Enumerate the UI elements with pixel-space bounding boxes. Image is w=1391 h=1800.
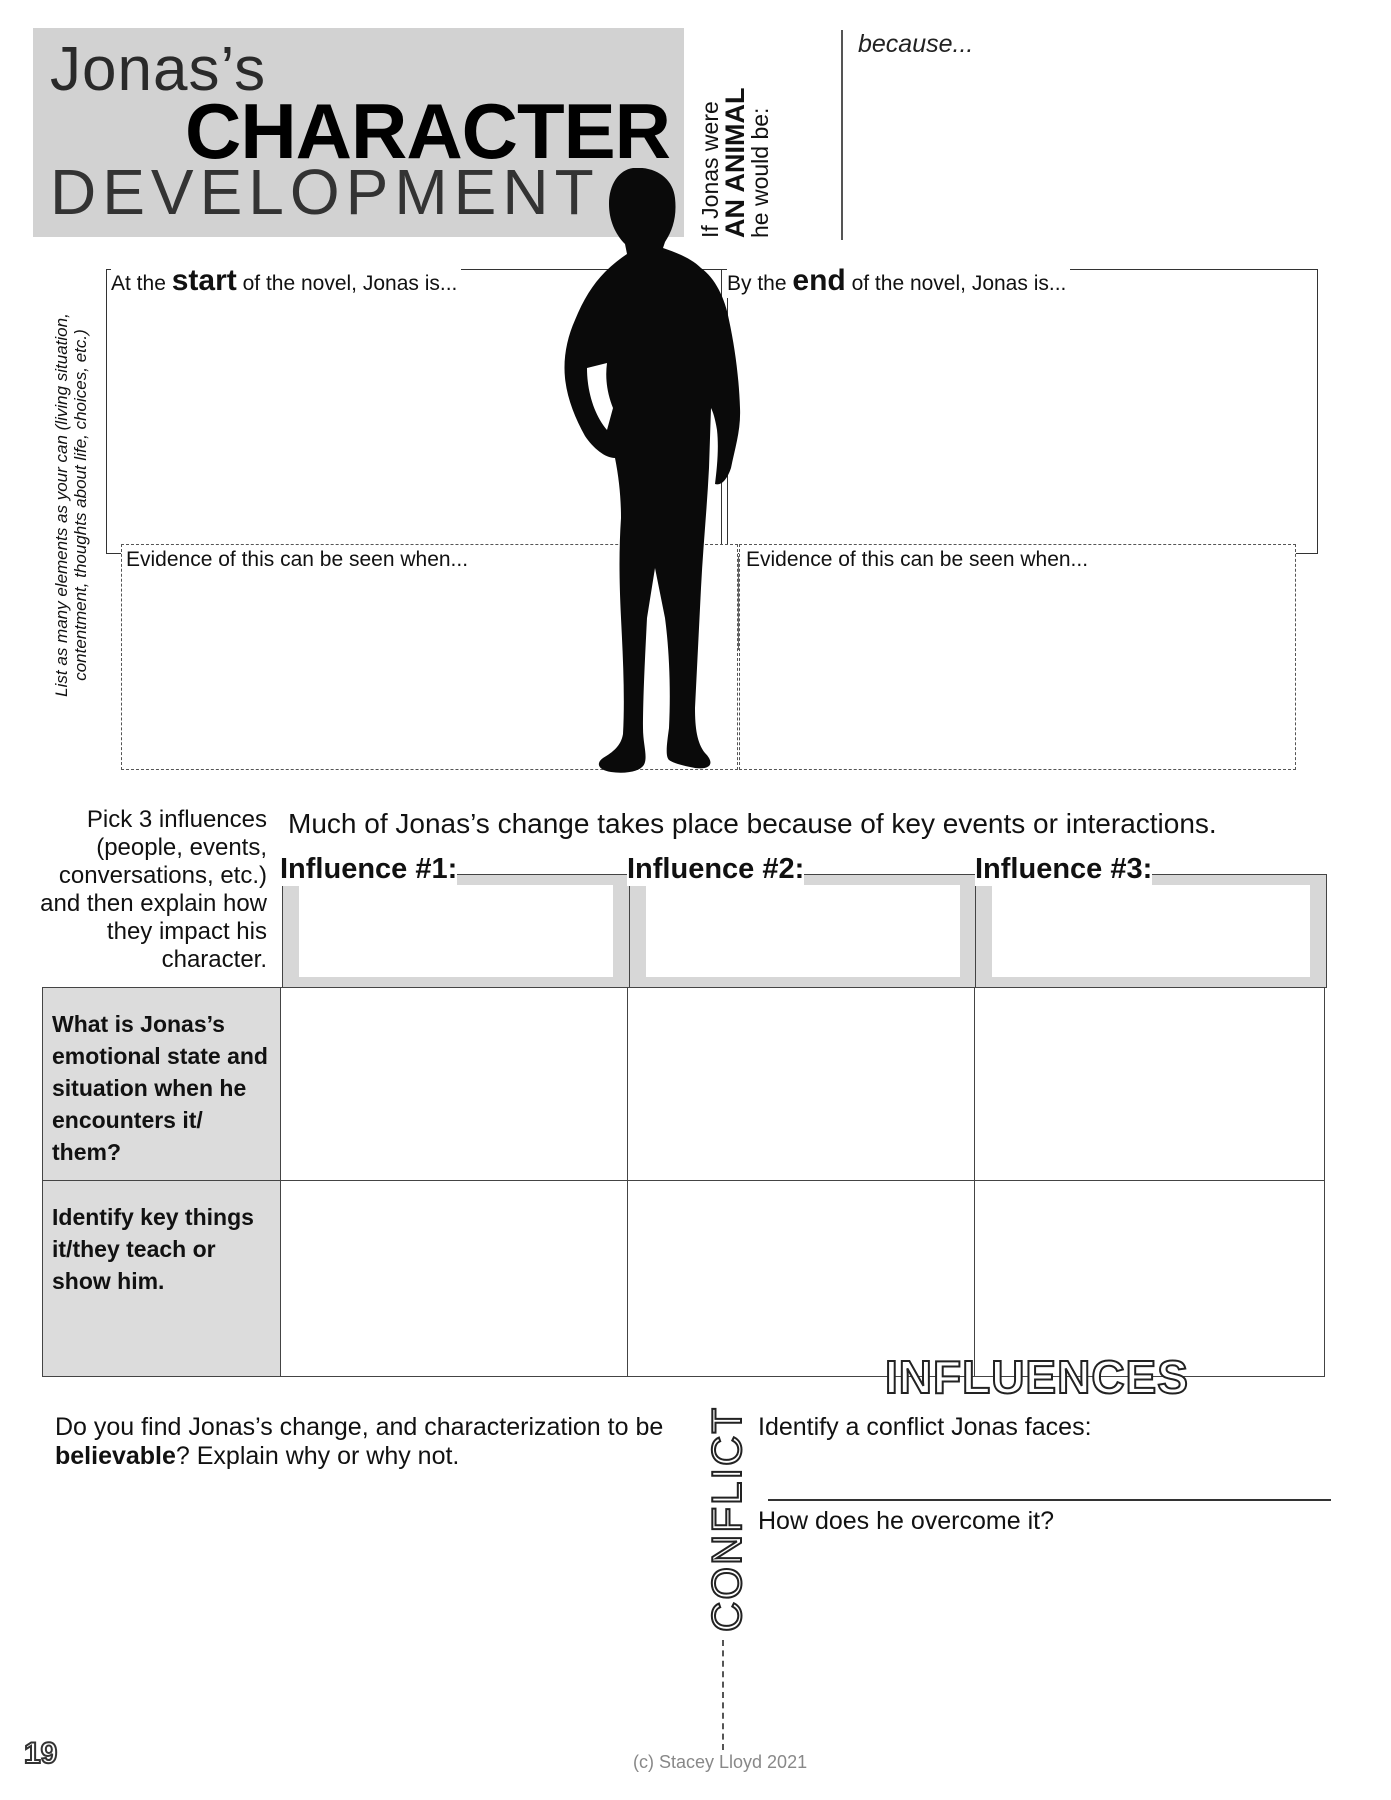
influence-instructions: Pick 3 influences (people, events, conversations, etc.) and then explain how they impact his character. [40,806,267,973]
key-things-cell-1[interactable] [281,1181,628,1377]
influence-1-name-field[interactable] [299,885,613,977]
end-label-prefix: By the [727,272,787,295]
side-instruction: List as many elements as your can (living situation, contentment, thoughts about life, choices, etc.) [52,313,90,697]
animal-prompt-line3: he would be: [747,107,773,238]
believable-suffix: ? Explain why or why not. [175,1442,460,1470]
start-evidence-label: Evidence of this can be seen when... [126,548,469,571]
influence-3-name-box [975,874,1327,988]
influence-3-name-field[interactable] [992,885,1310,977]
influence-3-label: Influence #3: [975,853,1153,885]
end-label-keyword: end [792,264,846,297]
influence-1-name-box [282,874,630,988]
conflict-question-1: Identify a conflict Jonas faces: [758,1413,1092,1441]
title-development: DEVELOPMENT [50,156,600,228]
believable-prefix: Do you find Jonas’s change, and characterization to be [55,1413,664,1441]
title-name: Jonas’s [50,35,267,104]
emotional-state-cell-1[interactable] [281,988,628,1181]
table-row [43,988,1325,1181]
influence-1-label: Influence #1: [280,853,458,885]
key-things-cell-2[interactable] [628,1181,975,1377]
person-silhouette-icon [535,168,750,788]
conflict-question-2: How does he overcome it? [758,1507,1054,1535]
animal-divider [841,30,843,240]
animal-prompt-line2: AN ANIMAL [720,87,750,238]
end-answer-box[interactable] [721,269,1318,554]
end-box-label [727,264,1070,298]
copyright: (c) Stacey Lloyd 2021 [633,1752,808,1772]
conflict-section-title: CONFLICT [703,1406,750,1632]
start-label-keyword: start [171,264,237,297]
conflict-divider [722,1640,724,1750]
believable-keyword: believable [55,1442,176,1470]
influence-2-label: Influence #2: [627,853,805,885]
row-question-key-things: Identify key things it/they teach or show him. [43,1181,281,1377]
influence-2-name-field[interactable] [646,885,960,977]
because-answer-area[interactable]: because... [858,30,974,58]
start-box-label [111,264,461,298]
page-number: 19 [24,1737,58,1770]
end-evidence-label: Evidence of this can be seen when... [746,548,1089,571]
influence-heading: Much of Jonas’s change takes place because of key events or interactions. [288,808,1217,839]
influence-table [42,987,1325,1377]
title-character: CHARACTER [185,87,670,175]
start-label-prefix: At the [111,272,166,295]
influences-section-title: INFLUENCES [885,1351,1189,1403]
start-label-suffix: of the novel, Jonas is... [242,272,458,295]
end-evidence-box[interactable] [739,544,1296,770]
believable-question[interactable] [55,1413,705,1471]
emotional-state-cell-2[interactable] [628,988,975,1181]
conflict-answer-line[interactable] [768,1499,1331,1501]
influence-2-name-box [629,874,977,988]
row-question-emotional-state: What is Jonas’s emotional state and situation when he encounters it/ them? [43,988,281,1181]
key-things-cell-3[interactable] [975,1181,1325,1377]
end-label-suffix: of the novel, Jonas is... [851,272,1067,295]
animal-prompt-line1: If Jonas were [697,101,723,238]
table-row [43,1181,1325,1377]
emotional-state-cell-3[interactable] [975,988,1325,1181]
